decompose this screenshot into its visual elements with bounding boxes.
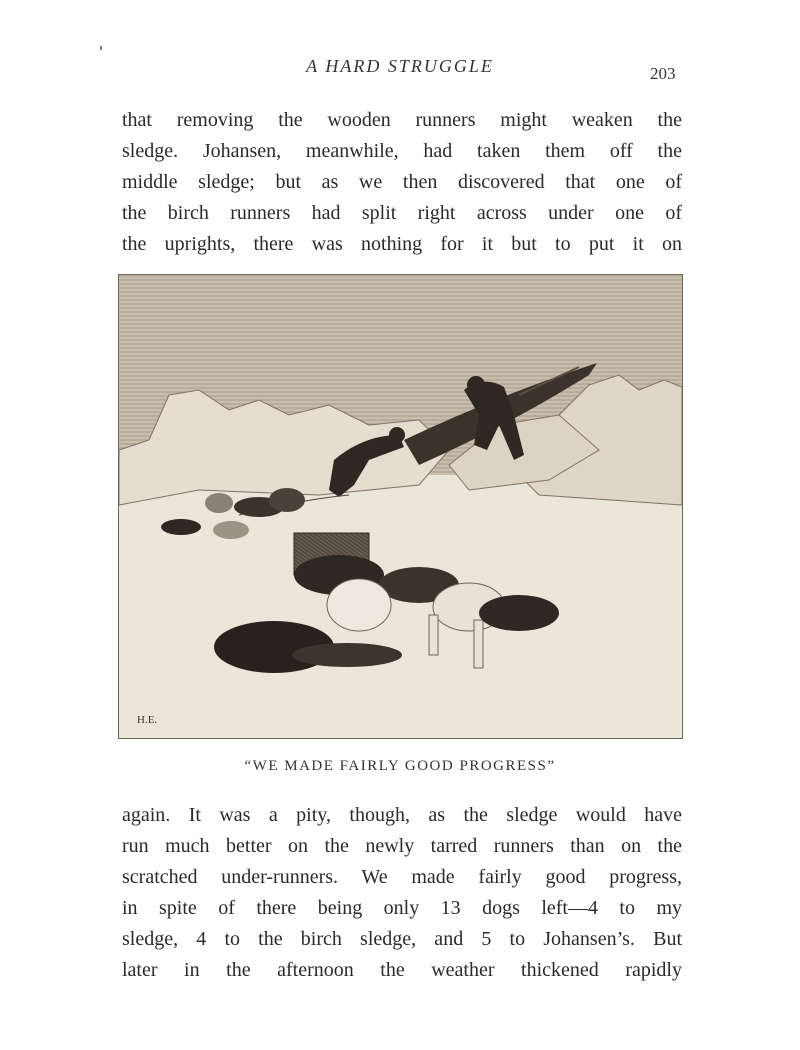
text-line: the birch runners had split right across under one of xyxy=(122,202,682,224)
text-line: run much better on the newly tarred runners than on the xyxy=(122,835,682,857)
text-line: the uprights, there was nothing for it but to put it on xyxy=(122,233,682,255)
running-title: A HARD STRUGGLE xyxy=(306,56,494,76)
text-line: sledge. Johansen, meanwhile, had taken them off the xyxy=(122,140,682,162)
page-speck xyxy=(100,46,102,50)
snow-ground xyxy=(119,475,682,738)
text-line: middle sledge; but as we then discovered that one of xyxy=(122,171,682,193)
page-number: 203 xyxy=(650,64,676,83)
body-text-top xyxy=(122,105,682,260)
text-line: in spite of there being only 13 dogs left—4 to my xyxy=(122,897,682,919)
text-line: that removing the wooden runners might weaken the xyxy=(122,109,682,131)
text-line: later in the afternoon the weather thickened rapidly xyxy=(122,959,682,981)
etching-illustration xyxy=(119,275,682,738)
text-line: scratched under-runners. We made fairly good progress, xyxy=(122,866,682,888)
figure-caption: “WE MADE FAIRLY GOOD PROGRESS” xyxy=(244,758,556,774)
text-line: again. It was a pity, though, as the sledge would have xyxy=(122,804,682,826)
illustration-plate xyxy=(118,274,683,739)
text-line: sledge, 4 to the birch sledge, and 5 to Johansen’s. But xyxy=(122,928,682,950)
artist-signature: H.E. xyxy=(137,714,158,726)
body-text-bottom xyxy=(122,800,682,986)
